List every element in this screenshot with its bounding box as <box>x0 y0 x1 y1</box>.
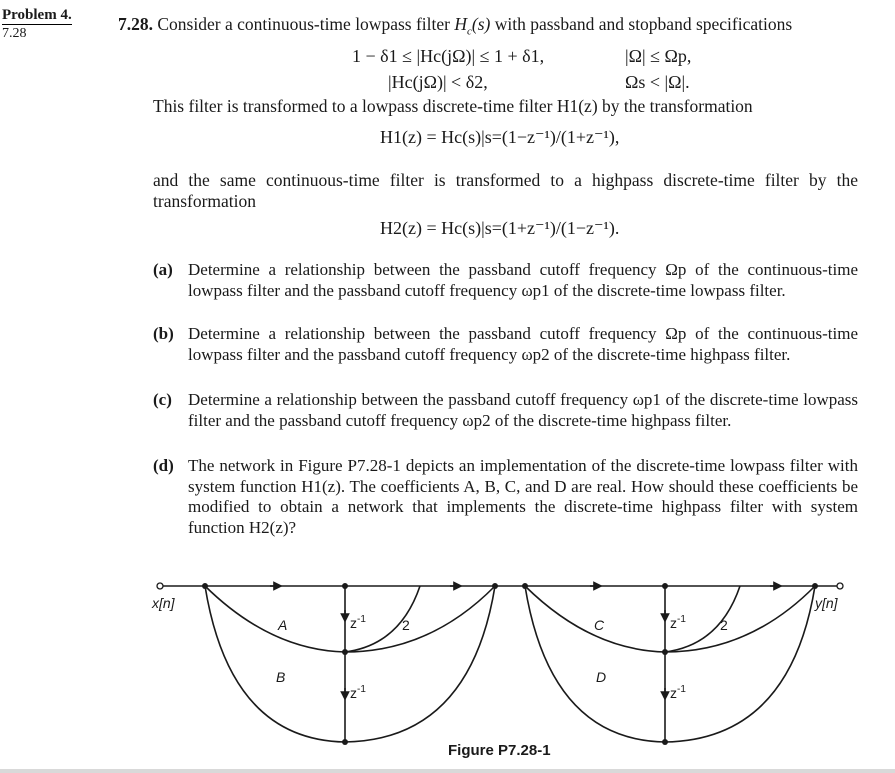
coef-a-label: A <box>278 617 288 633</box>
branch-a <box>205 586 345 652</box>
part-d <box>153 456 858 538</box>
coef-b-label: B <box>276 669 286 685</box>
part-d-label: (d) <box>153 456 174 475</box>
problem-number: 7.28. <box>118 14 153 34</box>
node <box>662 739 668 745</box>
branch-out-1a <box>345 586 495 652</box>
equation-h2: H2(z) = Hc(s)|s=(1+z⁻¹)/(1−z⁻¹). <box>380 218 620 238</box>
branch-d <box>525 586 665 742</box>
part-a-text: Determine a relationship between the passband cutoff frequency Ωp of the continuous-time lowpass filter and the passband cutoff frequency ωp1 of the discrete-time lowpass filter. <box>188 260 858 300</box>
output-node <box>837 583 843 589</box>
spec-stopband-right: Ωs < |Ω|. <box>625 72 690 92</box>
spec-stopband-left: |Hc(jΩ)| < δ2, <box>388 72 488 92</box>
bottom-divider <box>0 769 895 773</box>
part-a <box>153 260 858 301</box>
node <box>522 583 528 589</box>
problem-intro <box>118 14 893 43</box>
delay-4-label: $z^{-1}$ <box>670 684 686 701</box>
sidebar-problem-title: Problem 4. <box>2 7 72 23</box>
branch-out-2a <box>665 586 815 652</box>
part-c <box>153 390 858 431</box>
part-c-text: Determine a relationship between the passband cutoff frequency ωp1 of the discrete-time lowpass filter and the passband cutoff frequency ωp2 of the discrete-time highpass filter. <box>188 390 858 430</box>
node <box>812 583 818 589</box>
part-b-label: (b) <box>153 324 174 343</box>
node <box>662 583 668 589</box>
gain-2-right-label: 2 <box>720 617 728 633</box>
lowpass-transform-text: This filter is transformed to a lowpass discrete-time filter H1(z) by the transformation <box>153 96 753 116</box>
branch-b <box>205 586 345 742</box>
figure-caption: Figure P7.28-1 <box>448 742 551 759</box>
sidebar-problem-number: 7.28 <box>2 26 27 41</box>
equation-h1: H1(z) = Hc(s)|s=(1−z⁻¹)/(1+z⁻¹), <box>380 127 620 147</box>
spec-passband-right: |Ω| ≤ Ωp, <box>625 46 692 66</box>
node <box>342 583 348 589</box>
delay-2-label: $z^{-1}$ <box>350 684 366 701</box>
problem-intro-text: Consider a continuous-time lowpass filter $H_c(s)$ with passband and stopband specifications <box>157 14 793 38</box>
spec-passband-left: 1 − δ1 ≤ |Hc(jΩ)| ≤ 1 + δ1, <box>352 46 545 66</box>
graph-nodes <box>157 583 843 745</box>
part-b-text: Determine a relationship between the passband cutoff frequency Ωp of the continuous-time lowpass filter and the passband cutoff frequency ωp2 of the discrete-time highpass filter. <box>188 324 858 364</box>
gain-2-left-label: 2 <box>402 617 410 633</box>
node <box>202 583 208 589</box>
coef-d-label: D <box>596 669 607 685</box>
output-label: y[n] <box>815 595 838 611</box>
input-node <box>157 583 163 589</box>
node <box>492 583 498 589</box>
part-b <box>153 324 858 365</box>
delay-1-label: $z^{-1}$ <box>350 614 366 631</box>
part-a-label: (a) <box>153 260 173 279</box>
node <box>662 649 668 655</box>
branch-out-1b <box>345 586 495 742</box>
part-c-label: (c) <box>153 390 172 409</box>
signal-flow-graph <box>150 570 860 770</box>
node <box>342 739 348 745</box>
branch-out-2b <box>665 586 815 742</box>
graph-edges <box>160 586 840 742</box>
node <box>342 649 348 655</box>
delay-3-label: $z^{-1}$ <box>670 614 686 631</box>
part-d-text: The network in Figure P7.28-1 depicts an implementation of the discrete-time lowpass filter with system function H1(z). The coefficients A, B, C, and D are real. How should these coefficients be modified to obtain a network that implements the discrete-time highpass filter with system function H2(z)? <box>188 456 858 537</box>
highpass-transform-text: and the same continuous-time filter is transformed to a highpass discrete-time filter by the transformation <box>153 170 858 211</box>
coef-c-label: C <box>594 617 605 633</box>
input-label: x[n] <box>152 595 175 611</box>
